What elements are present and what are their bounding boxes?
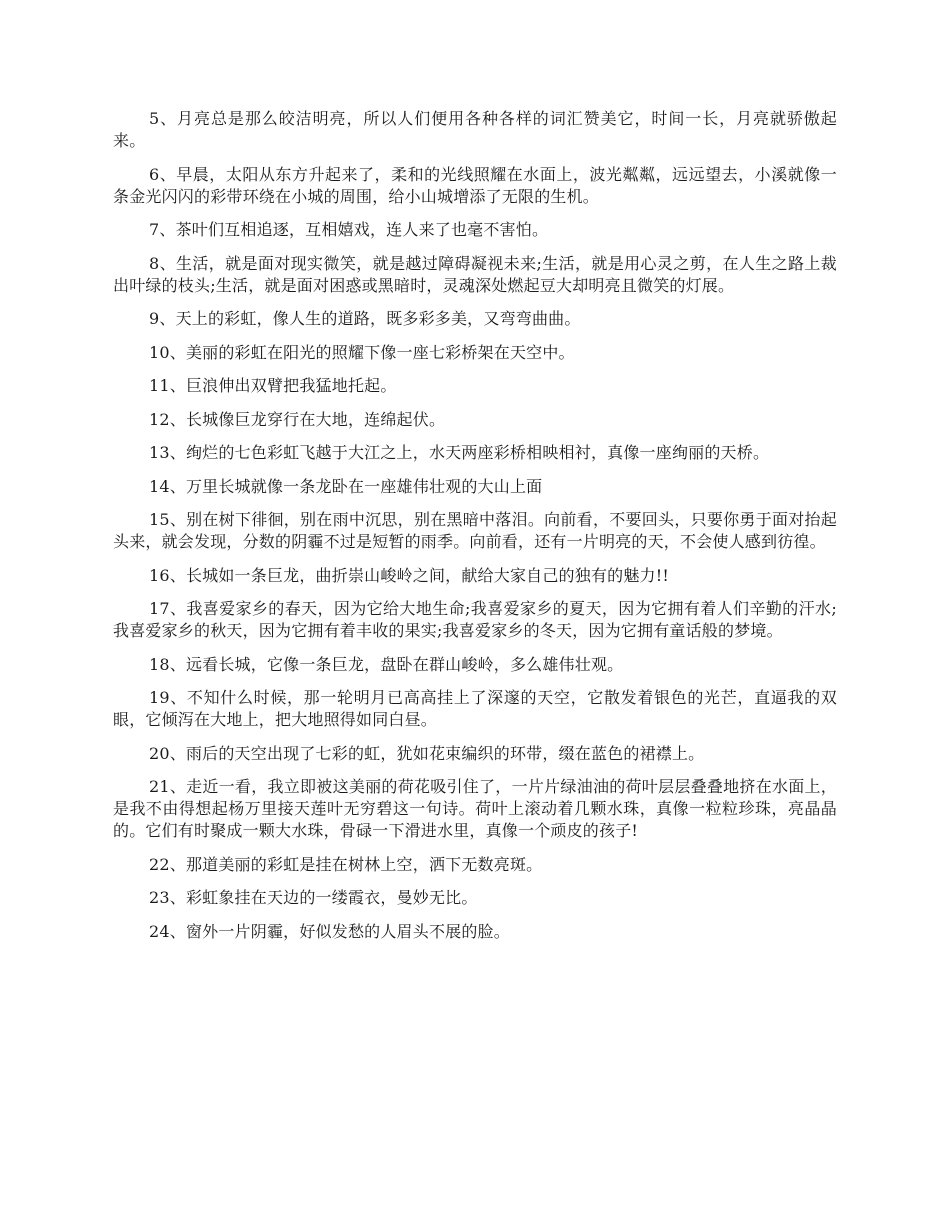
paragraph-17: 17、我喜爱家乡的春天，因为它给大地生命;我喜爱家乡的夏天，因为它拥有着人们辛勤的汗水;我喜爱家乡的秋天，因为它拥有着丰收的果实;我喜爱家乡的冬天，因为它拥有童话般的梦境。 [113, 599, 837, 640]
paragraph-20: 20、雨后的天空出现了七彩的虹，犹如花束编织的环带，缀在蓝色的裙襟上。 [149, 743, 705, 763]
paragraph-24: 24、窗外一片阴霾，好似发愁的人眉头不展的脸。 [149, 921, 510, 941]
paragraph-12: 12、长城像巨龙穿行在大地，连绵起伏。 [149, 409, 446, 429]
paragraph-18: 18、远看长城，它像一条巨龙，盘卧在群山峻岭，多么雄伟壮观。 [149, 654, 624, 674]
paragraph-6: 6、早晨，太阳从东方升起来了，柔和的光线照耀在水面上，波光粼粼，远远望去，小溪就像一条金光闪闪的彩带环绕在小城的周围，给小山城增添了无限的生机。 [113, 164, 837, 206]
paragraph-10: 10、美丽的彩虹在阳光的照耀下像一座七彩桥架在天空中。 [149, 342, 575, 362]
paragraph-19: 19、不知什么时候，那一轮明月已高高挂上了深邃的天空，它散发着银色的光芒，直逼我的双眼，它倾泻在大地上，把大地照得如同白昼。 [113, 688, 837, 729]
paragraph-15: 15、别在树下徘徊，别在雨中沉思，别在黑暗中落泪。向前看，不要回头，只要你勇于面对抬起头来，就会发现，分数的阴霾不过是短暂的雨季。向前看，还有一片明亮的天，不会使人感到彷徨。 [113, 510, 837, 551]
paragraph-14: 14、万里长城就像一条龙卧在一座雄伟壮观的大山上面 [149, 476, 543, 496]
paragraph-23: 23、彩虹象挂在天边的一缕霞衣，曼妙无比。 [149, 888, 478, 907]
paragraph-21: 21、走近一看，我立即被这美丽的荷花吸引住了，一片片绿油油的荷叶层层叠叠地挤在水面上，是我不由得想起杨万里接天莲叶无穷碧这一句诗。荷叶上滚动着几颗水珠，真像一粒粒珍珠，亮晶晶的。它们有时聚成一颗大水珠，骨碌一下滑进水里，真像一个顽皮的孩子! [113, 777, 837, 840]
paragraph-13: 13、绚烂的七色彩虹飞越于大江之上，水天两座彩桥相映相衬，真像一座绚丽的天桥。 [149, 443, 770, 462]
paragraph-7: 7、茶叶们互相追逐，互相嬉戏，连人来了也毫不害怕。 [149, 220, 549, 239]
document-body [113, 108, 837, 954]
paragraph-16: 16、长城如一条巨龙，曲折崇山峻岭之间，献给大家自己的独有的魅力!! [149, 565, 670, 585]
paragraph-11: 11、巨浪伸出双臂把我猛地托起。 [149, 376, 397, 395]
paragraph-9: 9、天上的彩虹，像人生的道路，既多彩多美，又弯弯曲曲。 [149, 309, 581, 328]
paragraph-22: 22、那道美丽的彩虹是挂在树林上空，洒下无数亮斑。 [149, 854, 543, 874]
paragraph-8: 8、生活，就是面对现实微笑，就是越过障碍凝视未来;生活，就是用心灵之剪，在人生之路上裁出叶绿的枝头;生活，就是面对困惑或黑暗时，灵魂深处燃起豆大却明亮且微笑的灯展。 [113, 253, 837, 295]
paragraph-5: 5、月亮总是那么皎洁明亮，所以人们便用各种各样的词汇赞美它，时间一长，月亮就骄傲起来。 [113, 109, 837, 150]
